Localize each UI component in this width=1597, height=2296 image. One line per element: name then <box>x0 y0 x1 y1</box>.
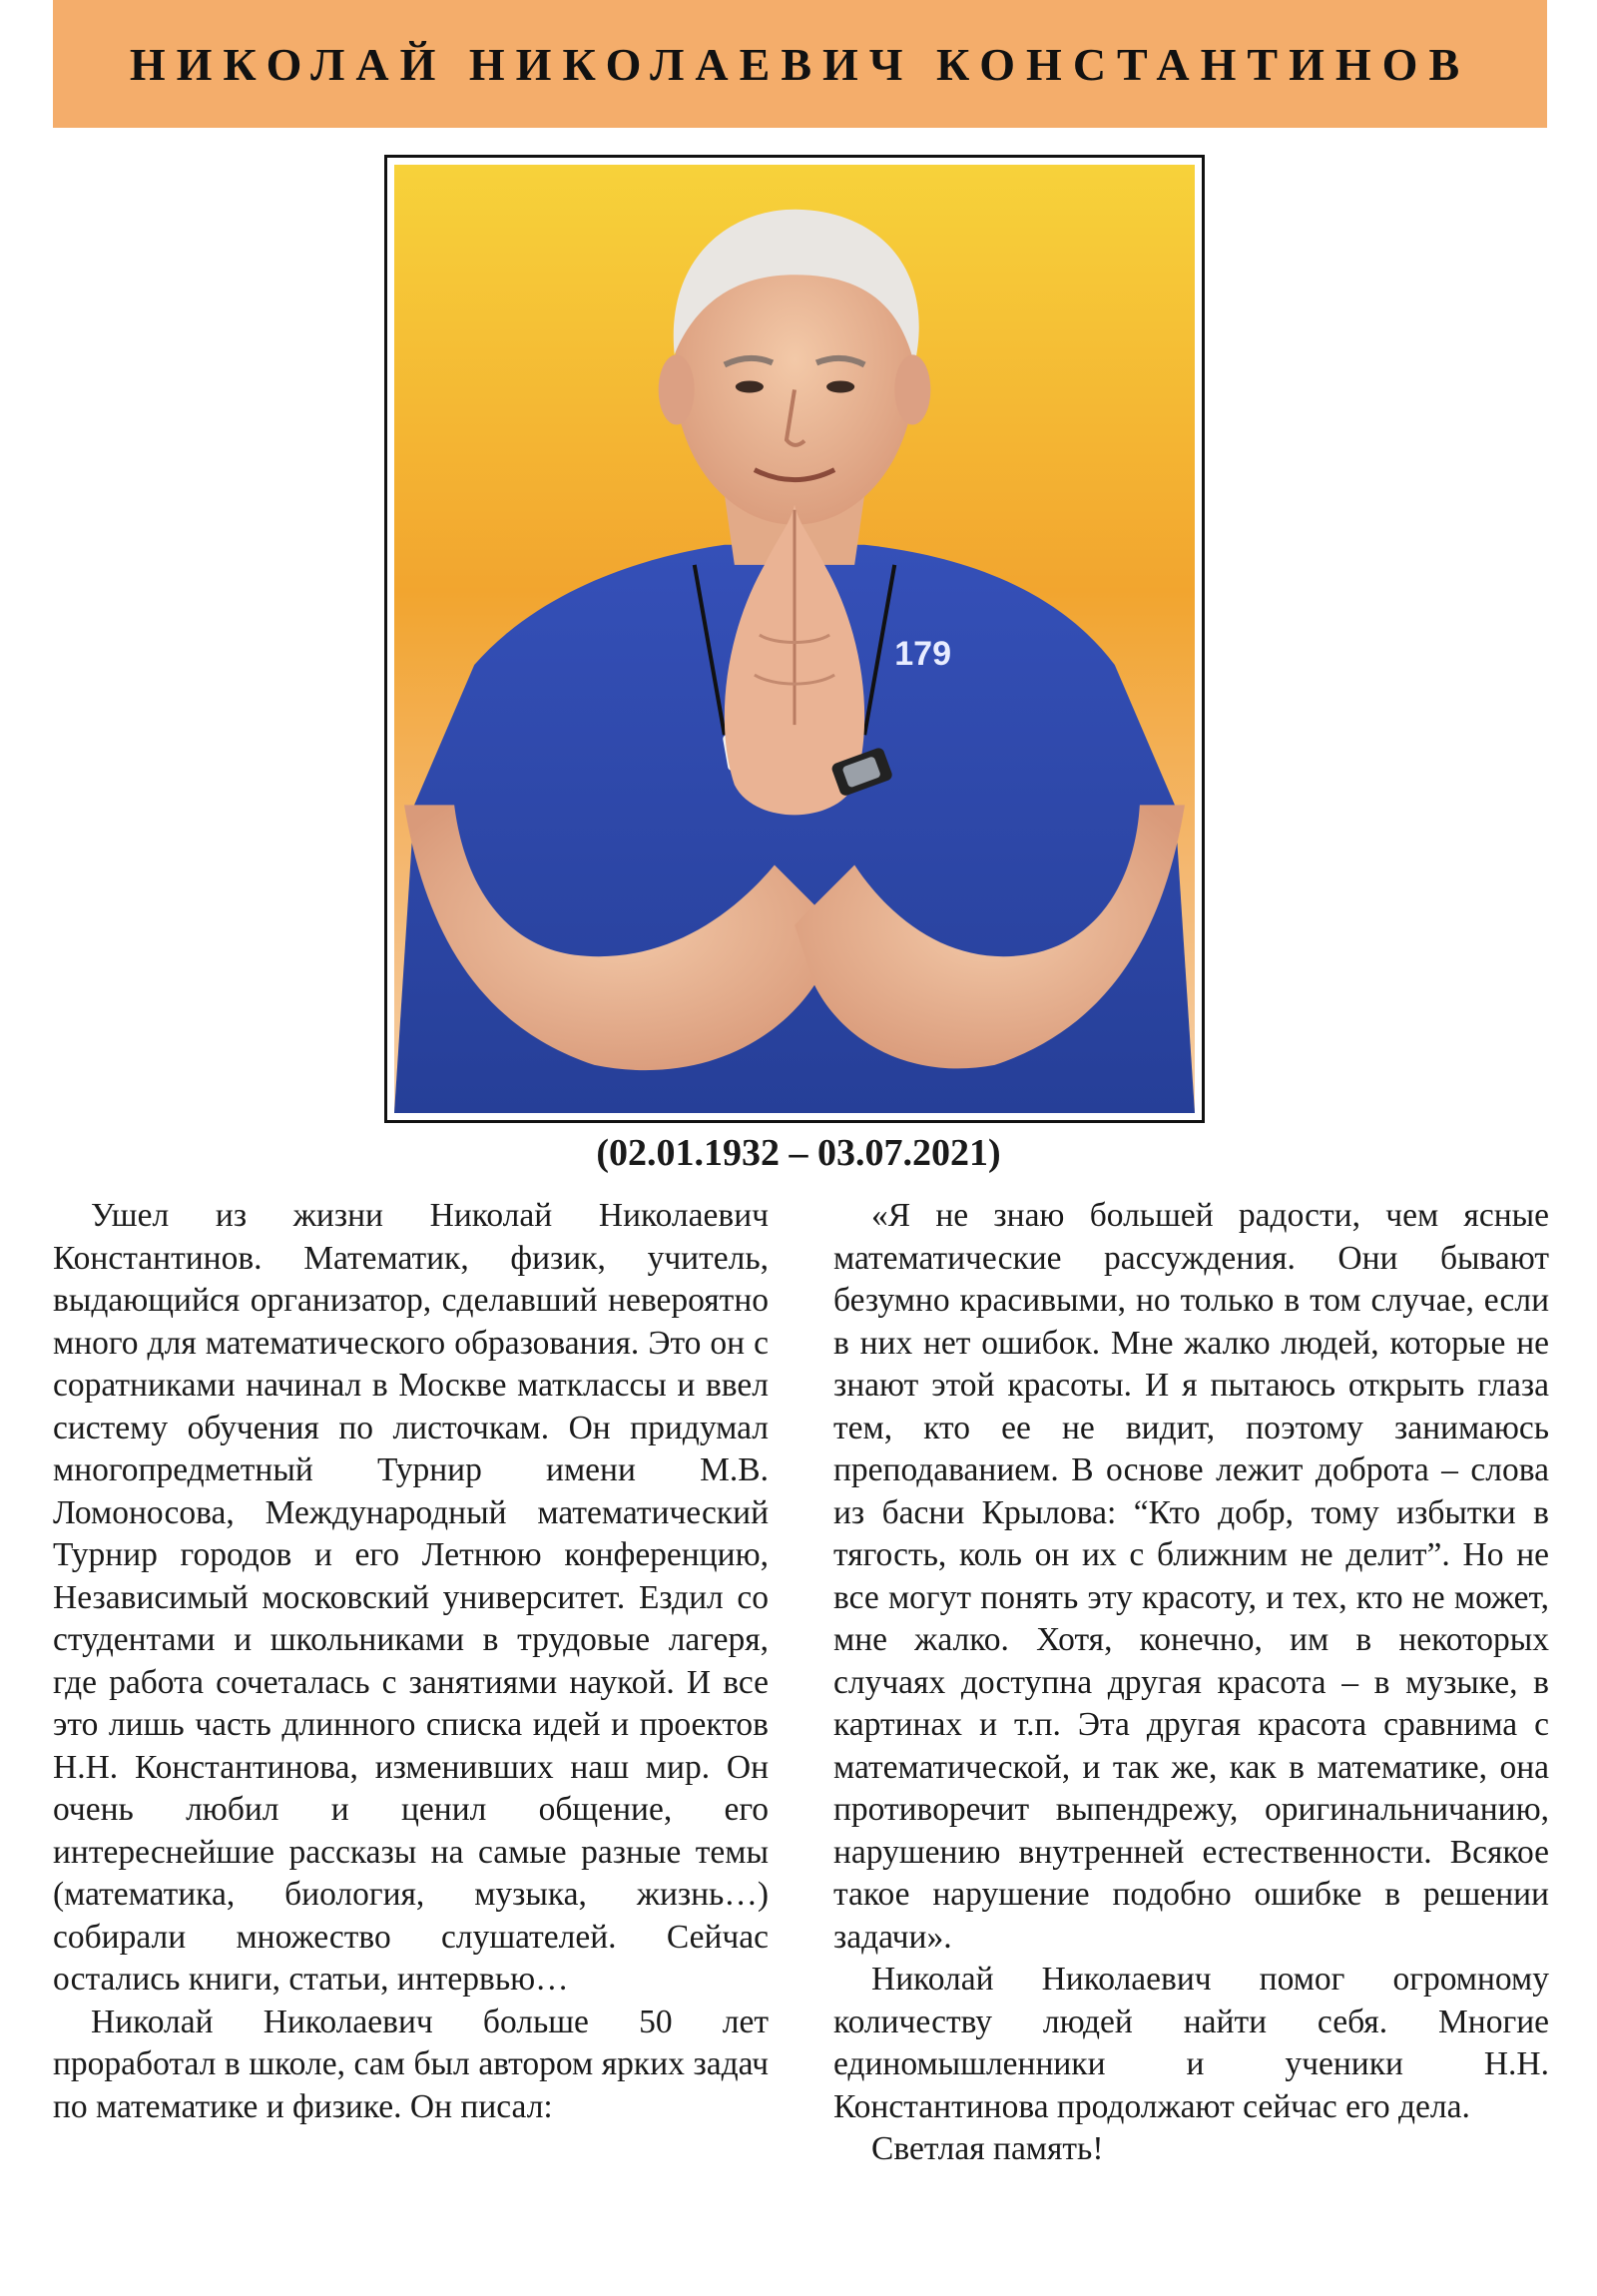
left-column <box>53 1195 769 2128</box>
closing-line: Светлая память! <box>871 2130 1104 2167</box>
header-banner <box>53 0 1547 128</box>
life-dates: (02.01.1932 – 03.07.2021) <box>596 1132 1001 1174</box>
paragraph: Николай Николаевич больше 50 лет проработал в школе, сам был автором ярких задач по математике и физике. Он писал: <box>53 2003 769 2125</box>
portrait-photo <box>394 165 1195 1113</box>
page-title: НИКОЛАЙ НИКОЛАЕВИЧ КОНСТАНТИНОВ <box>129 38 1471 90</box>
portrait-frame <box>384 155 1205 1123</box>
svg-text:179: 179 <box>894 635 952 674</box>
paragraph: Ушел из жизни Николай Николаевич Константинов. Математик, физик, учитель, выдающийся организатор, сделавший невероятно много для математического образования. Это он с соратниками начинал в Москве матклассы и ввел систему обучения по листочкам. Он придумал многопредметный Турнир имени М.В. Ломоносова, Международный математический Турнир городов и его Летнюю конференцию, Независимый московский университет. Ездил со студентами и школьниками в трудовые лагеря, где работа сочеталась с занятиями наукой. И все это лишь часть длинного списка идей и проектов Н.Н. Константинова, изменивших наш мир. Он очень любил и ценил общение, его интереснейшие рассказы на самые разные темы (математика, биология, музыка, жизнь…) собирали множество слушателей. Сейчас остались книги, статьи, интервью… <box>53 1197 769 1998</box>
right-column <box>833 1195 1549 2171</box>
paragraph: Николай Николаевич помог огромному количеству людей найти себя. Многие единомышленники и ученики Н.Н. Константинова продолжают сейчас его дела. <box>833 1961 1549 2125</box>
quote-paragraph: «Я не знаю большей радости, чем ясные математические рассуждения. Они бывают безумно красивыми, но только в том случае, если в них нет ошибок. Мне жалко людей, которые не знают этой красоты. И я пытаюсь открыть глаза тем, кто ее не видит, поэтому занимаюсь преподаванием. В основе лежит доброта – слова из басни Крылова: “Кто добр, тому избытки в тягость, коль он их с ближним не делит”. Но не все могут понять эту красоту, и тех, кто не может, мне жалко. Хотя, конечно, им в некоторых случаях доступна другая красота – в музыке, в картинах и т.п. Эта другая красота сравнима с математической, и так же, как в математике, она противоречит выпендрежу, оригинальничанию, нарушению внутренней естественности. Всякое такое нарушение подобно ошибке в решении задачи». <box>833 1197 1549 1956</box>
